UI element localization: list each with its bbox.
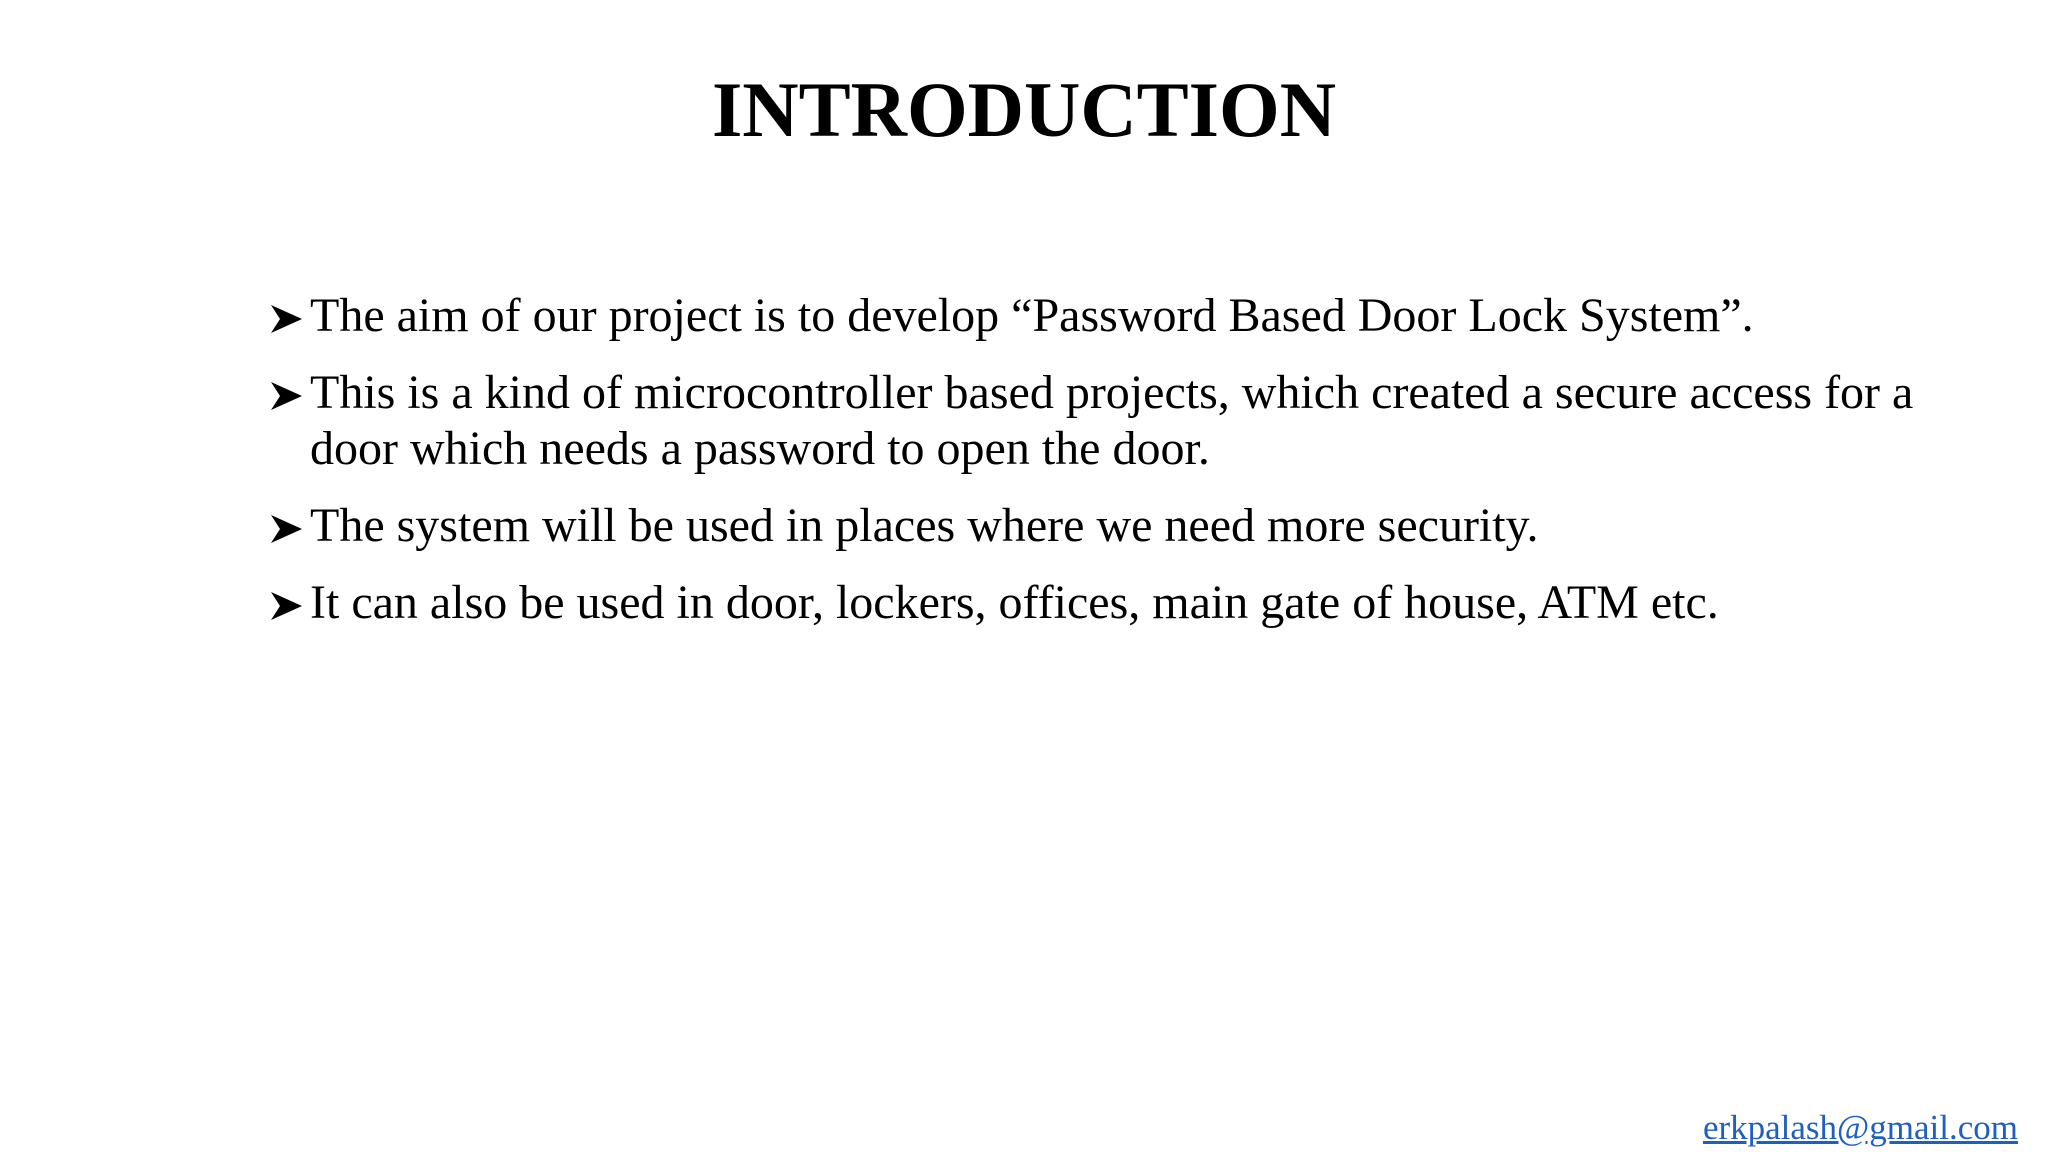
- bullet-text: This is a kind of microcontroller based projects, which created a secure access for a door which needs a password to open the door.: [310, 366, 1914, 475]
- bullet-text: The system will be used in places where we need more security.: [310, 499, 1539, 552]
- bullet-text: It can also be used in door, lockers, offices, main gate of house, ATM etc.: [310, 576, 1719, 629]
- bullet-item: [268, 575, 1948, 631]
- bullet-item: [268, 365, 1948, 477]
- arrowhead-bullet-icon: [268, 575, 306, 631]
- arrowhead-bullet-icon: [268, 365, 306, 421]
- bullet-item: [268, 498, 1948, 554]
- footer-email-link[interactable]: erkpalash@gmail.com: [1702, 1108, 2018, 1147]
- slide-title: INTRODUCTION: [711, 66, 1337, 153]
- bullet-text: The aim of our project is to develop “Password Based Door Lock System”.: [310, 289, 1754, 342]
- bullet-list: [268, 288, 1948, 652]
- arrowhead-bullet-icon: [268, 288, 306, 344]
- arrowhead-bullet-icon: [268, 498, 306, 554]
- bullet-item: [268, 288, 1948, 344]
